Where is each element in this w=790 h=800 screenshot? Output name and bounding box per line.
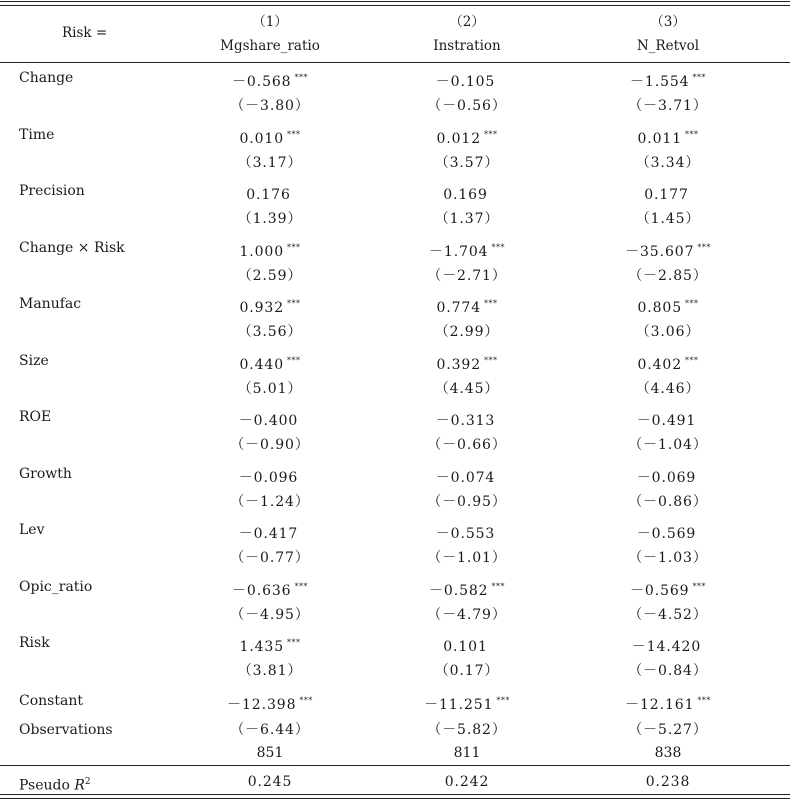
significance-stars: ***: [484, 299, 498, 308]
significance-stars: ***: [491, 242, 505, 252]
significance-stars: ***: [697, 242, 711, 252]
coef-value: 0.805: [637, 300, 683, 316]
coef-cell: [625, 239, 711, 261]
constant-tstat-1: （－6.44）: [230, 722, 310, 738]
coef-cell: [429, 578, 505, 600]
tstat-cell: （－1.04）: [628, 437, 708, 453]
significance-stars: ***: [299, 696, 313, 705]
significance-stars: ***: [692, 581, 706, 591]
coef-cell: [246, 182, 294, 204]
coef-cell: [239, 352, 300, 374]
header-rule: [0, 62, 790, 63]
tstat-cell: （－1.01）: [427, 550, 507, 566]
observations-value-1: 851: [256, 745, 284, 761]
tstat-cell: （－0.66）: [427, 437, 507, 453]
pre-r2-rule: [0, 765, 790, 766]
observations-value-2: 811: [453, 745, 481, 761]
coef-cell: [429, 239, 505, 261]
bottom-rule-2: [0, 798, 790, 799]
constant-tstat-3: （－5.27）: [628, 722, 708, 738]
tstat-cell: （3.06）: [635, 324, 701, 340]
tstat-cell: （2.99）: [434, 324, 500, 340]
observations-label: Observations: [19, 722, 113, 738]
tstat-cell: （－4.79）: [427, 606, 507, 623]
significance-stars: ***: [294, 581, 308, 591]
coef-value: －0.417: [238, 526, 299, 542]
coef-cell: [436, 465, 498, 487]
tstat-cell: （4.45）: [434, 380, 500, 397]
coef-cell: [644, 182, 692, 204]
coef-cell: [443, 182, 491, 204]
coef-cell: [637, 352, 698, 374]
significance-stars: ***: [491, 581, 505, 591]
significance-stars: ***: [287, 242, 301, 252]
tstat-cell: （－2.71）: [427, 267, 507, 284]
top-rule-2: [0, 5, 790, 6]
coef-value: 0.010: [239, 130, 285, 147]
coef-value: －0.582: [429, 582, 489, 599]
coef-cell: [637, 126, 698, 148]
tstat-cell: （－2.85）: [628, 267, 708, 284]
coef-value: －0.636: [232, 582, 292, 599]
coef-cell: [239, 521, 301, 543]
pseudo-word: Pseudo: [19, 777, 70, 794]
bottom-rule-1: [0, 794, 790, 795]
significance-stars: ***: [685, 129, 699, 139]
row-label: Time: [19, 126, 55, 143]
coef-cell: [637, 408, 699, 430]
tstat-cell: （－3.80）: [230, 98, 310, 114]
coef-cell: [637, 295, 698, 317]
tstat-cell: （－0.95）: [427, 493, 507, 510]
tstat-cell: （－1.03）: [628, 550, 708, 566]
pseudo-r2-value-2: 0.242: [444, 774, 490, 790]
tstat-cell: （3.56）: [237, 324, 303, 340]
coef-value: 0.440: [239, 356, 285, 373]
tstat-cell: （－0.84）: [628, 663, 708, 679]
row-label: Growth: [19, 465, 72, 482]
row-label: Change: [19, 70, 74, 86]
tstat-cell: （1.45）: [635, 211, 701, 227]
risk-header-label: Risk =: [62, 25, 108, 41]
coef-value: 0.101: [443, 639, 488, 655]
coef-value: 0.012: [436, 130, 482, 147]
coef-cell: [436, 126, 497, 148]
coef-value: 0.011: [637, 130, 683, 147]
tstat-cell: （－4.95）: [230, 606, 310, 623]
coef-value: －0.105: [435, 74, 496, 90]
constant-label: Constant: [19, 693, 83, 709]
significance-stars: ***: [287, 638, 301, 647]
coef-value: －1.554: [630, 74, 690, 90]
significance-stars: ***: [287, 129, 301, 139]
column-3-name: N_Retvol: [636, 38, 700, 54]
tstat-cell: （－3.71）: [628, 98, 708, 114]
coef-value: －14.420: [631, 639, 702, 655]
tstat-cell: （3.81）: [237, 663, 303, 679]
coef-cell: [637, 465, 699, 487]
significance-stars: ***: [294, 73, 308, 82]
tstat-cell: （0.17）: [434, 663, 500, 679]
significance-stars: ***: [484, 355, 498, 365]
row-label: Precision: [19, 183, 85, 199]
coef-value: －1.704: [429, 243, 489, 260]
coef-value: －0.569: [636, 526, 697, 542]
coef-value: －0.313: [435, 413, 496, 429]
coef-value: 0.177: [644, 187, 689, 203]
row-label: Risk: [19, 635, 50, 651]
tstat-cell: （－0.77）: [230, 550, 310, 566]
constant-coef-3: [625, 692, 711, 714]
tstat-cell: （1.39）: [237, 211, 303, 227]
pseudo-r2-value-1: 0.245: [247, 774, 293, 790]
coef-cell: [232, 578, 308, 600]
row-label: Manufac: [19, 296, 82, 312]
significance-stars: ***: [685, 299, 699, 308]
coef-value: 0.169: [443, 187, 488, 203]
coef-cell: [239, 239, 300, 261]
coef-value: －0.074: [435, 469, 496, 486]
constant-tstat-2: （－5.82）: [427, 722, 507, 738]
tstat-cell: （3.34）: [635, 154, 701, 171]
coef-cell: [632, 634, 704, 656]
coef-cell: [239, 465, 301, 487]
row-label: Size: [19, 352, 49, 369]
coef-value: －12.398: [227, 697, 297, 713]
significance-stars: ***: [685, 355, 699, 365]
tstat-cell: （5.01）: [237, 380, 303, 397]
coef-value: 0.402: [637, 356, 683, 373]
r-exponent: 2: [84, 777, 91, 787]
coef-cell: [630, 578, 706, 600]
pseudo-r2-value-3: 0.238: [645, 774, 691, 790]
coef-value: 1.435: [239, 639, 285, 655]
tstat-cell: （2.59）: [237, 267, 303, 284]
top-rule-1: [0, 1, 790, 2]
coef-cell: [436, 295, 497, 317]
column-2-number: （2）: [449, 14, 485, 30]
coef-value: －0.491: [636, 413, 697, 429]
tstat-cell: （－4.52）: [628, 606, 708, 623]
coef-value: －0.568: [232, 74, 292, 90]
tstat-cell: （3.57）: [434, 154, 500, 171]
tstat-cell: （1.37）: [434, 211, 500, 227]
tstat-cell: （－0.90）: [230, 437, 310, 453]
constant-coef-2: [424, 692, 510, 714]
coef-value: 0.774: [436, 300, 482, 316]
r-symbol: R: [74, 777, 85, 794]
significance-stars: ***: [287, 355, 301, 365]
coef-cell: [637, 521, 699, 543]
column-2-name: Instration: [433, 38, 501, 54]
row-label: ROE: [19, 409, 52, 425]
row-label: Opic_ratio: [19, 578, 93, 595]
significance-stars: ***: [484, 129, 498, 139]
coef-cell: [630, 69, 706, 91]
column-1-name: Mgshare_ratio: [220, 38, 320, 54]
coef-value: －0.069: [636, 469, 697, 486]
tstat-cell: （3.17）: [237, 154, 303, 171]
coef-cell: [239, 126, 300, 148]
column-1-number: （1）: [252, 14, 288, 30]
coef-value: －0.569: [630, 582, 690, 599]
coef-cell: [443, 634, 491, 656]
coef-cell: [239, 634, 300, 656]
row-label: Lev: [19, 522, 45, 538]
coef-value: 0.932: [239, 300, 285, 316]
coef-value: －0.096: [238, 469, 299, 486]
tstat-cell: （4.46）: [635, 380, 701, 397]
tstat-cell: （－0.56）: [427, 98, 507, 114]
tstat-cell: （－1.24）: [230, 493, 310, 510]
coef-cell: [436, 521, 498, 543]
significance-stars: ***: [496, 696, 510, 705]
coef-value: －0.553: [435, 526, 496, 542]
coef-value: 0.176: [246, 187, 291, 203]
coef-value: 1.000: [239, 243, 285, 260]
coef-cell: [436, 352, 497, 374]
coef-cell: [436, 69, 498, 91]
column-3-number: （3）: [650, 14, 686, 30]
pseudo-r2-label: [19, 773, 91, 795]
significance-stars: ***: [287, 299, 301, 308]
constant-coef-1: [227, 692, 313, 714]
coef-cell: [239, 408, 301, 430]
significance-stars: ***: [697, 696, 711, 705]
coef-cell: [436, 408, 498, 430]
significance-stars: ***: [692, 73, 706, 82]
tstat-cell: （－0.86）: [628, 493, 708, 510]
row-label: Change × Risk: [19, 239, 125, 256]
coef-value: －0.400: [238, 413, 299, 429]
observations-value-3: 838: [654, 745, 682, 761]
coef-value: －12.161: [625, 697, 695, 713]
coef-value: －11.251: [424, 697, 494, 713]
coef-cell: [239, 295, 300, 317]
coef-value: 0.392: [436, 356, 482, 373]
coef-cell: [232, 69, 308, 91]
coef-value: －35.607: [625, 243, 695, 260]
